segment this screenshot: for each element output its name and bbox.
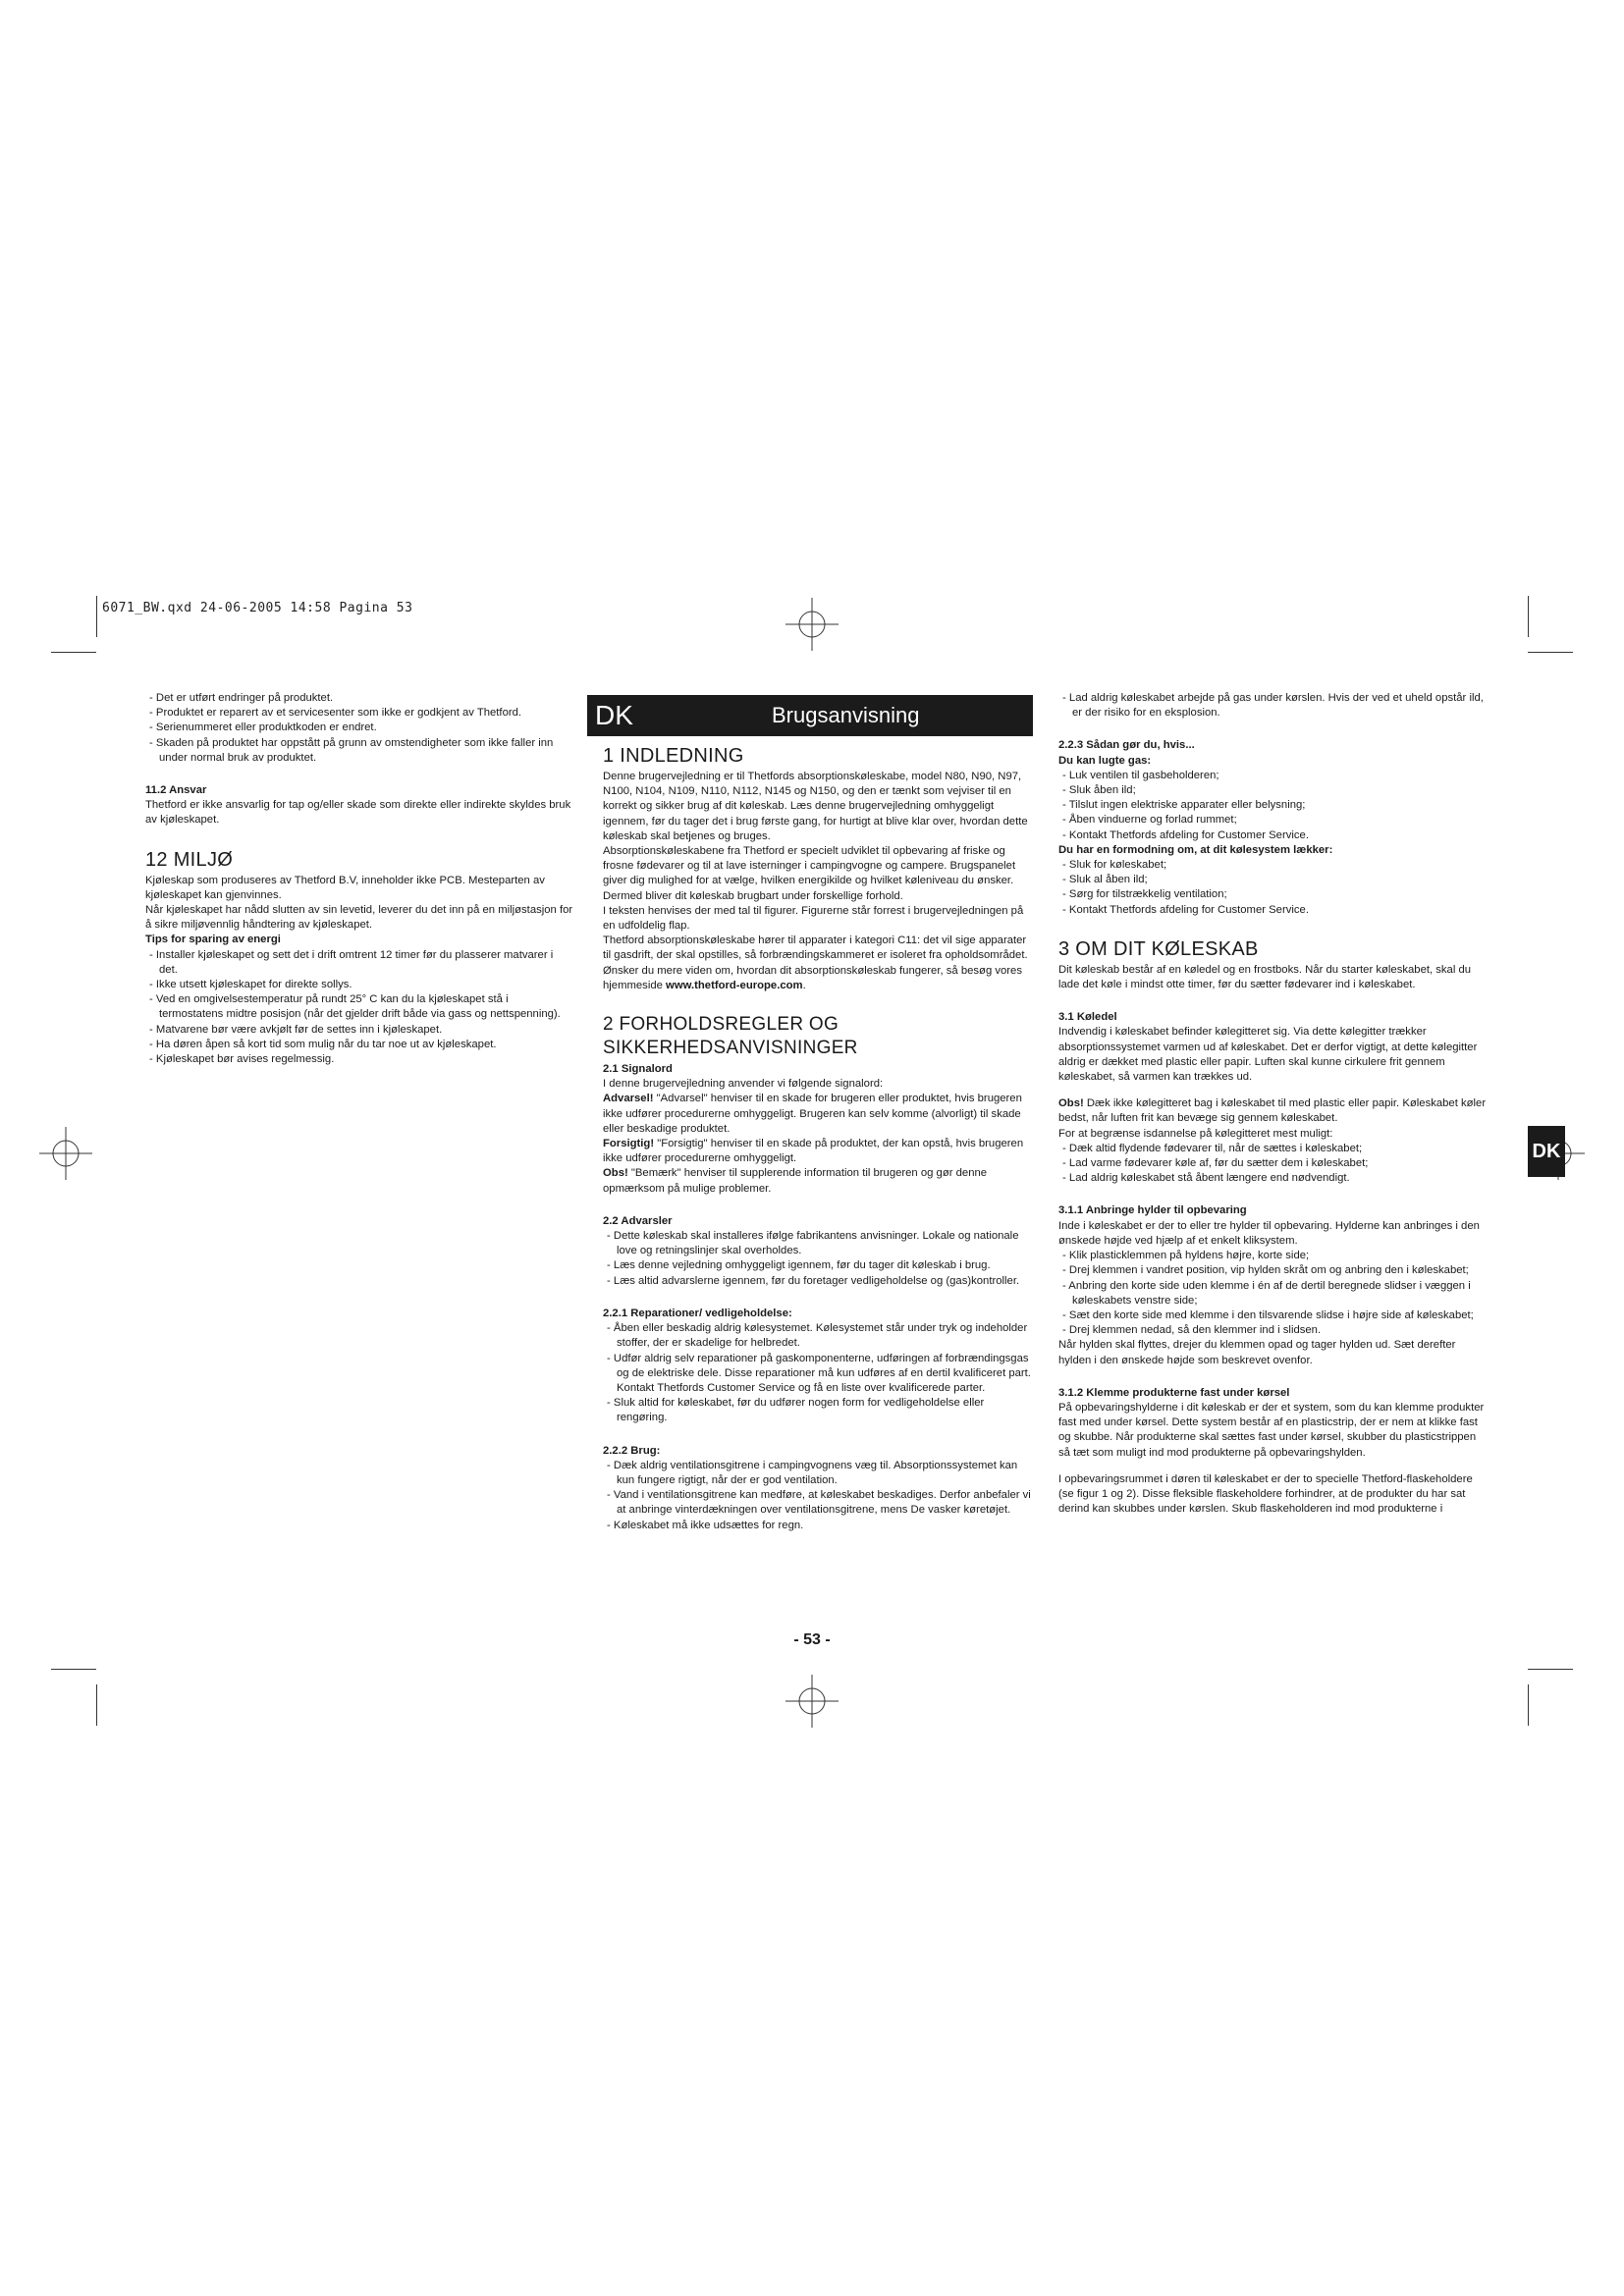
warranty-exclusion-list <box>145 691 573 766</box>
section-banner <box>587 695 1033 736</box>
crop-mark <box>51 652 96 653</box>
paragraph-text: Dæk ikke kølegitteret bag i køleskabet til med plastic eller papir. <box>1083 1097 1400 1110</box>
language-side-tab: DK <box>1528 1126 1565 1177</box>
paragraph: Thetford er ikke ansvarlig for tap og/eller skade som direkte eller indirekte skyldes bruk av kjøleskapet. <box>145 799 571 827</box>
energy-tips-list <box>145 948 573 1068</box>
paragraph: I opbevaringsrummet i døren til køleskabet er der to specielle Thetford-flaskeholdere (se figur 1 og 2). Disse fleksible flaskeholdere forhindrer, at de produkter du har sat derind kan skubbes under kørslen. Skub flaskeholderen ind mod produkterne i <box>1058 1472 1473 1516</box>
signal-word: Obs! <box>1058 1097 1084 1110</box>
list-item: - Lad varme fødevarer køle af, før du sætter dem i køleskabet; <box>1058 1156 1490 1171</box>
paragraph: Thetford absorptionskøleskabe hører til apparater i kategori C11: det vil sige apparater til gasdrift, der skal opstilles, så forbrændingskammeret er isoleret fra opholdsområdet. <box>603 934 1028 962</box>
list-item: - Ikke utsett kjøleskapet for direkte sollys. <box>145 978 573 992</box>
section-heading: 11.2 Ansvar <box>145 784 207 797</box>
spacer <box>1058 1461 1490 1472</box>
list-item: - Anbring den korte side uden klemme i én af de dertil beregnede slidser i væggen i køleskabets venstre side; <box>1058 1279 1490 1308</box>
list-item: - Sluk åben ild; <box>1058 783 1490 798</box>
paragraph-text: Ønsker du mere viden om, hvordan dit absorptionskøleskab fungerer, så besøg vores hjemmeside <box>603 964 1022 991</box>
paragraph <box>603 964 1033 993</box>
list-item: - Dæk altid flydende fødevarer til, når de sættes i køleskabet; <box>1058 1142 1490 1156</box>
list-item: - Det er utført endringer på produktet. <box>145 691 573 706</box>
list-item: - Kjøleskapet bør avises regelmessig. <box>145 1052 573 1067</box>
paragraph <box>603 1137 1033 1166</box>
subheading: Du kan lugte gas: <box>1058 754 1152 767</box>
slug-line: 6071_BW.qxd 24-06-2005 14:58 Pagina 53 <box>102 601 413 615</box>
ice-prevention-list <box>1058 1142 1490 1187</box>
list-item: - Sluk al åben ild; <box>1058 873 1490 887</box>
crop-mark <box>1528 1684 1529 1726</box>
list-item: - Læs denne vejledning omhyggeligt igennem, før du tager dit køleskab i brug. <box>603 1258 1033 1273</box>
list-item: - Kontakt Thetfords afdeling for Customer Service. <box>1058 828 1490 843</box>
list-item: - Matvarene bør være avkjølt før de settes inn i kjøleskapet. <box>145 1023 573 1038</box>
list-item: - Drej klemmen nedad, så den klemmer ind i slidsen. <box>1058 1323 1490 1338</box>
paragraph: I denne brugervejledning anvender vi følgende signalord: <box>603 1078 884 1091</box>
crop-mark <box>96 596 97 637</box>
section-heading: 2.2.1 Reparationer/ vedligeholdelse: <box>603 1307 792 1319</box>
paragraph: I teksten henvises der med tal til figurer. Figurerne står forrest i brugervejledningen på en udfoldelig flap. <box>603 904 1024 933</box>
repair-list <box>603 1321 1033 1425</box>
warnings-list <box>603 1229 1033 1289</box>
list-item: - Klik plasticklemmen på hyldens højre, korte side; <box>1058 1249 1490 1263</box>
paragraph <box>603 1166 1033 1196</box>
registration-mark-icon <box>39 1127 92 1180</box>
gas-driving-list <box>1058 691 1490 721</box>
list-item: - Sæt den korte side med klemme i den tilsvarende slidse i højre side af køleskabet; <box>1058 1308 1490 1323</box>
list-item: - Luk ventilen til gasbeholderen; <box>1058 769 1490 783</box>
shelf-steps-list <box>1058 1249 1490 1338</box>
paragraph-text: "Bemærk" henviser til supplerende information til brugeren og gør denne opmærksom på mulige problemer. <box>603 1167 988 1195</box>
section-title: 12 MILJØ <box>145 848 234 871</box>
paragraph <box>1058 1096 1490 1126</box>
punctuation: . <box>802 979 806 991</box>
leak-list <box>1058 858 1490 918</box>
paragraph: Denne brugervejledning er til Thetfords absorptionskøleskabe, model N80, N90, N97, N100, N104, N109, N110, N112, N145 og N150, og den er tænkt som vejviser til en korrekt og sikker brug af dit køleskab. Læs denne brugervejledning omhyggeligt igennem, før du tager det i brug første gang, for hurtigt at blive klar over, hvordan dette køleskab skal betjenes og bruges. <box>603 771 1028 842</box>
paragraph: Absorptionskøleskabene fra Thetford er specielt udviklet til opbevaring af friske og frosne fødevarer og til at lave isterninger i campingvogne og campere. Brugspanelet giver dig mulighed for at vælge, hvilken energikilde og hvilket køleniveau du ønsker. Dermed bliver dit køleskab brugbart under forskellige forhold. <box>603 845 1016 902</box>
list-item: - Produktet er reparert av et servicesenter som ikke er godkjent av Thetford. <box>145 706 573 721</box>
list-item: - Køleskabet må ikke udsættes for regn. <box>603 1519 1033 1533</box>
crop-mark <box>1528 1669 1573 1670</box>
section-heading: 3.1.1 Anbringe hylder til opbevaring <box>1058 1204 1247 1217</box>
list-item: - Tilslut ingen elektriske apparater eller belysning; <box>1058 798 1490 813</box>
paragraph: For at begrænse isdannelse på kølegitteret mest muligt: <box>1058 1127 1333 1140</box>
list-item: - Lad aldrig køleskabet stå åbent længere end nødvendigt. <box>1058 1171 1490 1186</box>
list-item: - Dæk aldrig ventilationsgitrene i campingvognens væg til. Absorptionssystemet kan kun fungere rigtigt, når der er god ventilation. <box>603 1459 1033 1488</box>
paragraph: Indvendig i køleskabet befinder kølegitteret sig. Via dette kølegitter trækker absorptionssystemet varmen ud af køleskabet. Det er derfor vigtigt, at dette kølegitter aldrig er dækket med plastic eller papir. Luften skal kunne cirkulere frit gennem køleskabet, så varmen kan trækkes ud. <box>1058 1026 1478 1084</box>
section-heading: 2.2.3 Sådan gør du, hvis... <box>1058 739 1195 752</box>
page-number: - 53 - <box>793 1631 831 1648</box>
list-item: - Skaden på produktet har oppstått på grunn av omstendigheter som ikke faller inn under normal bruk av produktet. <box>145 736 573 766</box>
list-item: - Ved en omgivelsestemperatur på rundt 25° C kan du la kjøleskapet stå i termostatens midtre posisjon (når det gjelder drift både via gass og nettspenning). <box>145 992 573 1022</box>
website-link[interactable]: www.thetford-europe.com <box>666 979 803 991</box>
usage-list <box>603 1459 1033 1533</box>
paragraph <box>603 1092 1033 1137</box>
subheading: Tips for sparing av energi <box>145 934 281 946</box>
list-item: - Åben vinduerne og forlad rummet; <box>1058 813 1490 828</box>
section-title: 2 FORHOLDSREGLER OG SIKKERHEDSANVISNINGER <box>603 1014 858 1059</box>
list-item: - Installer kjøleskapet og sett det i drift omtrent 12 timer før du plasserer matvarer i det. <box>145 948 573 978</box>
gas-smell-list <box>1058 769 1490 843</box>
banner-title: Brugsanvisning <box>772 703 920 727</box>
subheading: Du har en formodning om, at dit kølesystem lækker: <box>1058 843 1333 856</box>
paragraph-text: "Forsigtig" henviser til en skade på produktet, der kan opstå, hvis brugeren ikke udfører procedurerne omhyggeligt. <box>603 1138 1024 1165</box>
list-item: - Udfør aldrig selv reparationer på gaskomponenterne, udføringen af forbrændingsgas og de elektriske dele. Disse reparationer må kun udføres af en dertil kvalificeret part. Kontakt Thetfords Customer Service og få en liste over kvalificerede parter. <box>603 1352 1033 1397</box>
section-heading: 3.1.2 Klemme produkterne fast under kørsel <box>1058 1386 1290 1399</box>
crop-mark <box>1528 652 1573 653</box>
section-title: 3 OM DIT KØLESKAB <box>1058 937 1259 960</box>
crop-mark <box>51 1669 96 1670</box>
registration-mark-icon <box>785 1675 839 1728</box>
paragraph: På opbevaringshylderne i dit køleskab er der et system, som du kan klemme produkter fast med under kørsel. Dette system består af en plasticstrip, der er nem at klikke fast og skubbe. Når produkterne skal sættes fast under kørsel, skubber du plasticstrippen så tæt som muligt ind mod produkterne på opbevaringshylden. <box>1058 1401 1485 1459</box>
crop-mark <box>1528 596 1529 637</box>
paragraph-text: "Advarsel" henviser til en skade for brugeren eller produktet, hvis brugeren ikke udfører procedurerne omhyggeligt. Brugeren kan selv komme (alvorligt) til skade eller beskadige produktet. <box>603 1093 1022 1135</box>
list-item: - Lad aldrig køleskabet arbejde på gas under kørslen. Hvis der ved et uheld opstår ild, er der risiko for en eksplosion. <box>1058 691 1490 721</box>
list-item: - Sørg for tilstrækkelig ventilation; <box>1058 887 1490 902</box>
paragraph: Dit køleskab består af en køledel og en frostboks. Når du starter køleskabet, skal du lade det køle i mindst otte timer, før du sætter fødevarer ind i køleskabet. <box>1058 963 1472 991</box>
list-item: - Drej klemmen i vandret position, vip hylden skråt om og anbring den i køleskabet; <box>1058 1263 1490 1278</box>
list-item: - Åben eller beskadig aldrig kølesystemet. Kølesystemet står under tryk og indeholder stoffer, der er skadelige for helbredet. <box>603 1321 1033 1351</box>
list-item: - Dette køleskab skal installeres ifølge fabrikantens anvisninger. Lokale og nationale love og retningslinjer skal overholdes. <box>603 1229 1033 1258</box>
paragraph: Kjøleskap som produseres av Thetford B.V, inneholder ikke PCB. Mesteparten av kjøleskapet kan gjenvinnes. <box>145 874 545 901</box>
section-title: 1 INDLEDNING <box>603 745 744 767</box>
spacer <box>1058 1085 1490 1096</box>
subheading: 2.1 Signalord <box>603 1063 673 1076</box>
right-column <box>1058 691 1490 1517</box>
section-heading: 2.2.2 Brug: <box>603 1444 661 1457</box>
list-item: - Serienummeret eller produktkoden er endret. <box>145 721 573 735</box>
list-item: - Sluk for køleskabet; <box>1058 858 1490 873</box>
paragraph: Når hylden skal flyttes, drejer du klemmen opad og tager hylden ud. Sæt derefter hylden i den ønskede højde som beskrevet ovenfor. <box>1058 1339 1456 1366</box>
crop-mark <box>96 1684 97 1726</box>
paragraph: Inde i køleskabet er der to eller tre hylder til opbevaring. Hylderne kan anbringes i den ønskede højde ved hjælp af et enkelt kliksystem. <box>1058 1219 1480 1247</box>
signal-word: Forsigtig! <box>603 1138 655 1150</box>
left-column <box>145 691 573 1067</box>
list-item: - Læs altid advarslerne igennem, før du foretager vedligeholdelse og (gas)kontroller. <box>603 1274 1033 1289</box>
middle-column <box>603 738 1033 1533</box>
banner-language-code: DK <box>595 700 633 730</box>
section-heading: 3.1 Køledel <box>1058 1011 1117 1024</box>
signal-word: Obs! <box>603 1167 628 1180</box>
paragraph: Når kjøleskapet har nådd slutten av sin levetid, leverer du det inn på en miljøstasjon for å sikre miljøvennlig håndtering av kjøleskapet. <box>145 904 573 932</box>
list-item: - Sluk altid for køleskabet, før du udfører nogen form for vedligeholdelse eller rengøring. <box>603 1396 1033 1425</box>
list-item: - Ha døren åpen så kort tid som mulig når du tar noe ut av kjøleskapet. <box>145 1038 573 1052</box>
section-heading: 2.2 Advarsler <box>603 1214 673 1227</box>
list-item: - Vand i ventilationsgitrene kan medføre, at køleskabet beskadiges. Derfor anbefaler vi at anbringe vinterdækningen over ventilationsgitrene, mens De vasker køretøjet. <box>603 1488 1033 1518</box>
registration-mark-icon <box>785 598 839 651</box>
paragraph-text: Køleskabet køler bedst, når luften frit kan bevæge sig gennem køleskabet. <box>1058 1097 1487 1125</box>
signal-word: Advarsel! <box>603 1093 654 1105</box>
list-item: - Kontakt Thetfords afdeling for Customer Service. <box>1058 903 1490 918</box>
